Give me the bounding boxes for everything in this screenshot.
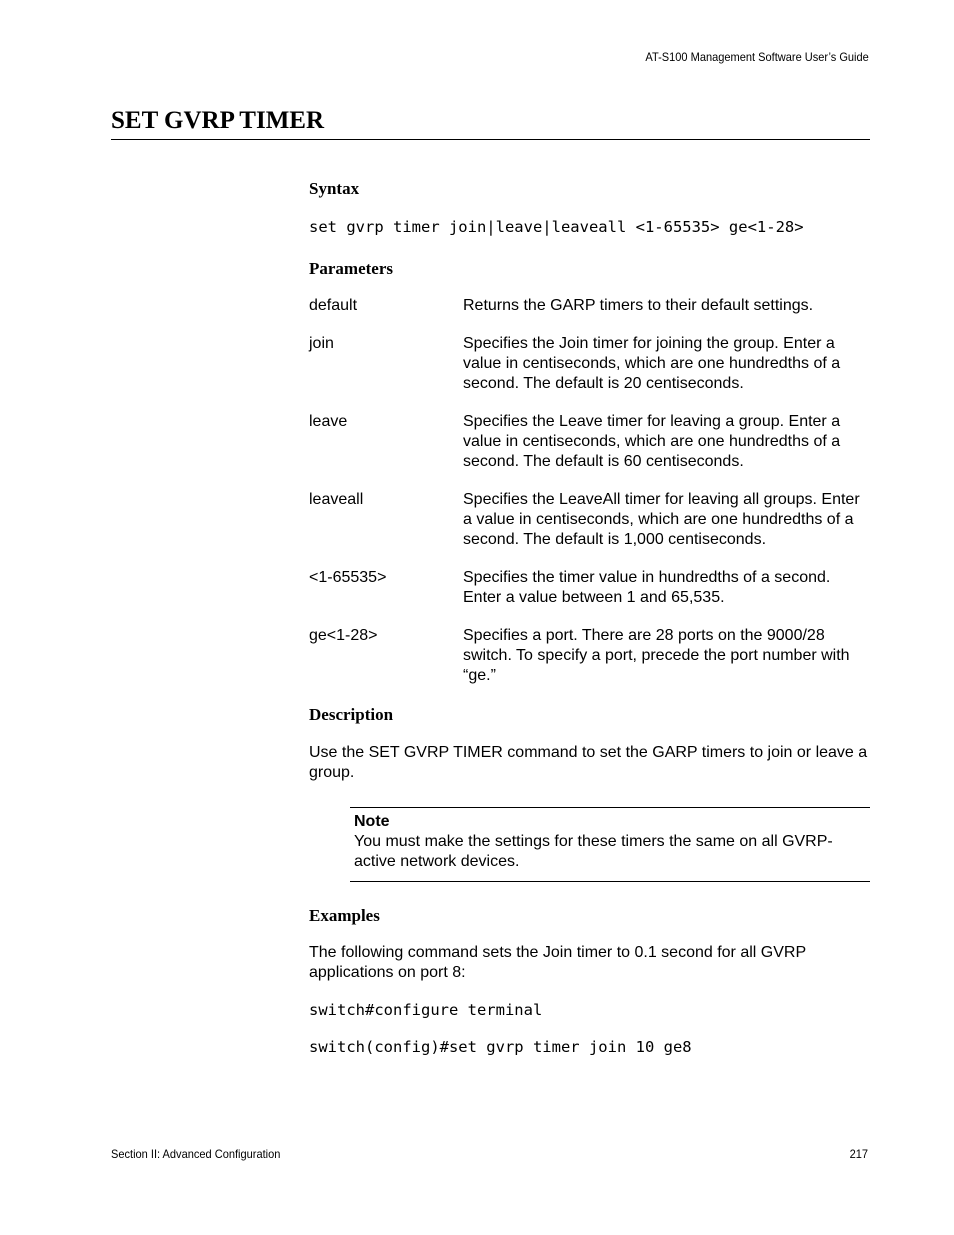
parameter-row [309,490,870,550]
parameter-name: join [309,335,334,352]
examples-heading: Examples [309,906,380,925]
page-number: 217 [849,1147,868,1161]
parameter-description: Specifies the Leave timer for leaving a group. Enter a value in centiseconds, which are one hundredths of a second. The default is 60 centiseconds. [463,413,841,470]
parameter-name: leaveall [309,491,364,508]
example-command: switch#configure terminal [309,1001,543,1019]
running-header: AT-S100 Management Software User’s Guide [645,50,869,64]
page-title: SET GVRP TIMER [111,107,325,134]
note-text: You must make the settings for these timers the same on all GVRP-active network devices. [354,833,833,870]
main-content [309,178,870,1057]
parameter-name: leave [309,413,348,430]
parameter-description: Specifies the Join timer for joining the group. Enter a value in centiseconds, which are one hundredths of a second. The default is 20 centiseconds. [463,335,841,392]
note-box [350,807,870,882]
note-title: Note [354,813,390,830]
description-heading: Description [309,705,394,724]
parameter-name: <1-65535> [309,569,387,586]
parameter-row [309,334,870,394]
description-text: Use the SET GVRP TIMER command to set the GARP timers to join or leave a group. [309,744,868,781]
parameter-row [309,412,870,472]
footer-section: Section II: Advanced Configuration [111,1147,281,1161]
parameter-name: default [309,297,358,314]
title-divider [111,139,870,140]
parameter-row [309,626,870,686]
syntax-command: set gvrp timer join|leave|leaveall <1-65535> ge<1-28> [309,218,804,236]
parameter-description: Specifies the timer value in hundredths of a second. Enter a value between 1 and 65,535. [463,569,831,606]
parameter-description: Returns the GARP timers to their default settings. [463,297,814,314]
parameters-heading: Parameters [309,259,394,278]
example-command: switch(config)#set gvrp timer join 10 ge8 [309,1038,692,1056]
examples-text: The following command sets the Join timer to 0.1 second for all GVRP applications on port 8: [309,944,806,981]
syntax-heading: Syntax [309,179,360,198]
parameter-name: ge<1-28> [309,627,378,644]
parameter-row [309,296,870,316]
parameters-table [309,296,870,686]
parameter-description: Specifies the LeaveAll timer for leaving all groups. Enter a value in centiseconds, which are one hundredths of a second. The default is 1,000 centiseconds. [463,491,860,548]
parameter-description: Specifies a port. There are 28 ports on the 9000/28 switch. To specify a port, precede the port number with “ge.” [463,627,850,684]
parameter-row [309,568,870,608]
